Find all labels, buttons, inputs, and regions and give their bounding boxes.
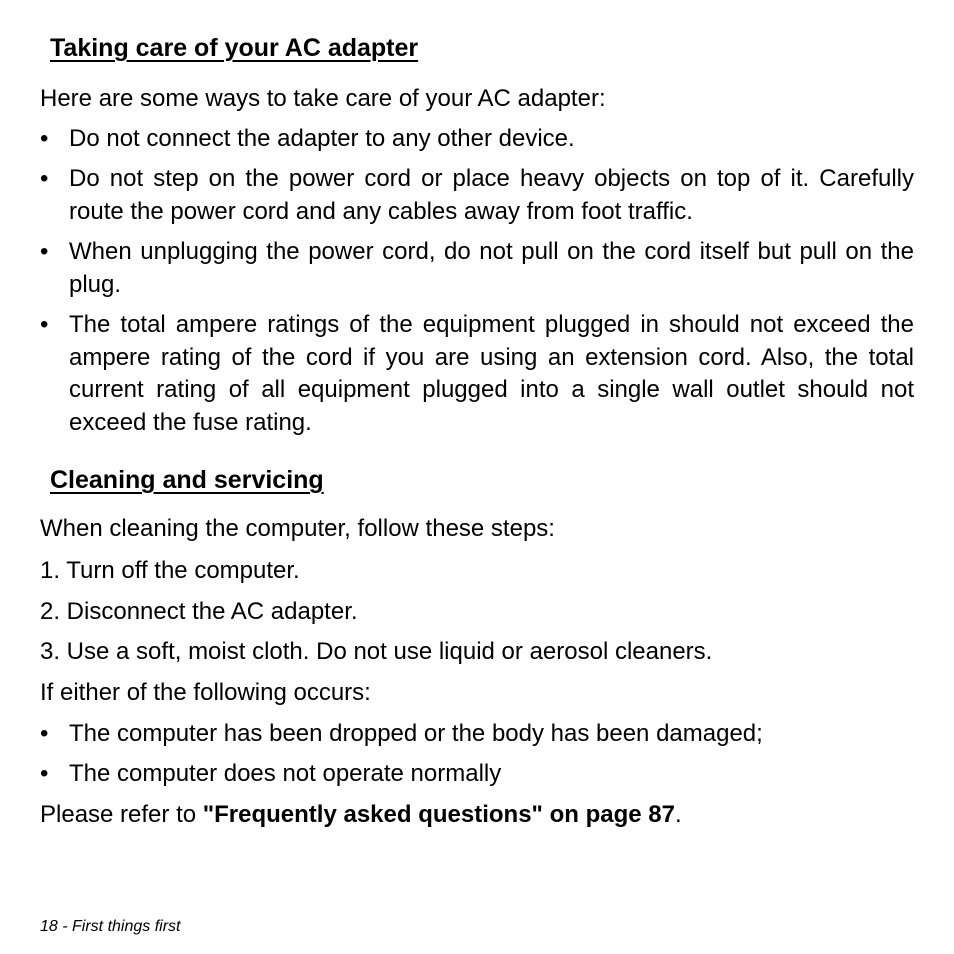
step-item: 2. Disconnect the AC adapter.	[40, 598, 358, 625]
bullet-marker: •	[40, 311, 49, 338]
bullet-marker: •	[40, 760, 49, 787]
refer-suffix: .	[674, 801, 682, 828]
page-footer: 18 - First things first	[40, 918, 181, 935]
bullet-marker: •	[40, 125, 49, 152]
cleaning-intro: When cleaning the computer, follow these steps:	[40, 515, 555, 542]
step-item: 3. Use a soft, moist cloth. Do not use liquid or aerosol cleaners.	[40, 638, 713, 665]
list-item-text: When unplugging the power cord, do not pull on the cord itself but pull on the plug.	[69, 238, 914, 298]
list-item	[40, 236, 914, 301]
bullet-marker: •	[40, 720, 49, 747]
list-item	[40, 309, 914, 439]
bullet-marker: •	[40, 165, 49, 192]
conditions-intro: If either of the following occurs:	[40, 679, 371, 706]
refer-sentence	[40, 799, 914, 832]
step-item: 1. Turn off the computer.	[40, 557, 300, 584]
faq-reference-link[interactable]: "Frequently asked questions" on page 87	[202, 801, 675, 828]
section-heading-cleaning: Cleaning and servicing	[50, 466, 324, 494]
bullet-marker: •	[40, 238, 49, 265]
ac-adapter-intro: Here are some ways to take care of your AC adapter:	[40, 85, 606, 112]
list-item	[40, 718, 914, 751]
section-heading-ac-adapter: Taking care of your AC adapter	[50, 34, 419, 62]
list-item-text: The computer has been dropped or the body has been damaged;	[69, 720, 763, 747]
list-item	[40, 123, 914, 156]
list-item	[40, 758, 914, 791]
list-item-text: The computer does not operate normally	[69, 760, 502, 787]
list-item-text: Do not step on the power cord or place heavy objects on top of it. Carefully route the power cord and any cables away from foot traffic.	[69, 165, 914, 225]
refer-prefix: Please refer to	[40, 801, 203, 828]
list-item	[40, 163, 914, 228]
list-item-text: Do not connect the adapter to any other device.	[69, 125, 575, 152]
list-item-text: The total ampere ratings of the equipment plugged in should not exceed the ampere rating of the cord if you are using an extension cord. Also, the total current rating of all equipment plugged into a single wall outlet should not exceed the fuse rating.	[69, 311, 914, 436]
